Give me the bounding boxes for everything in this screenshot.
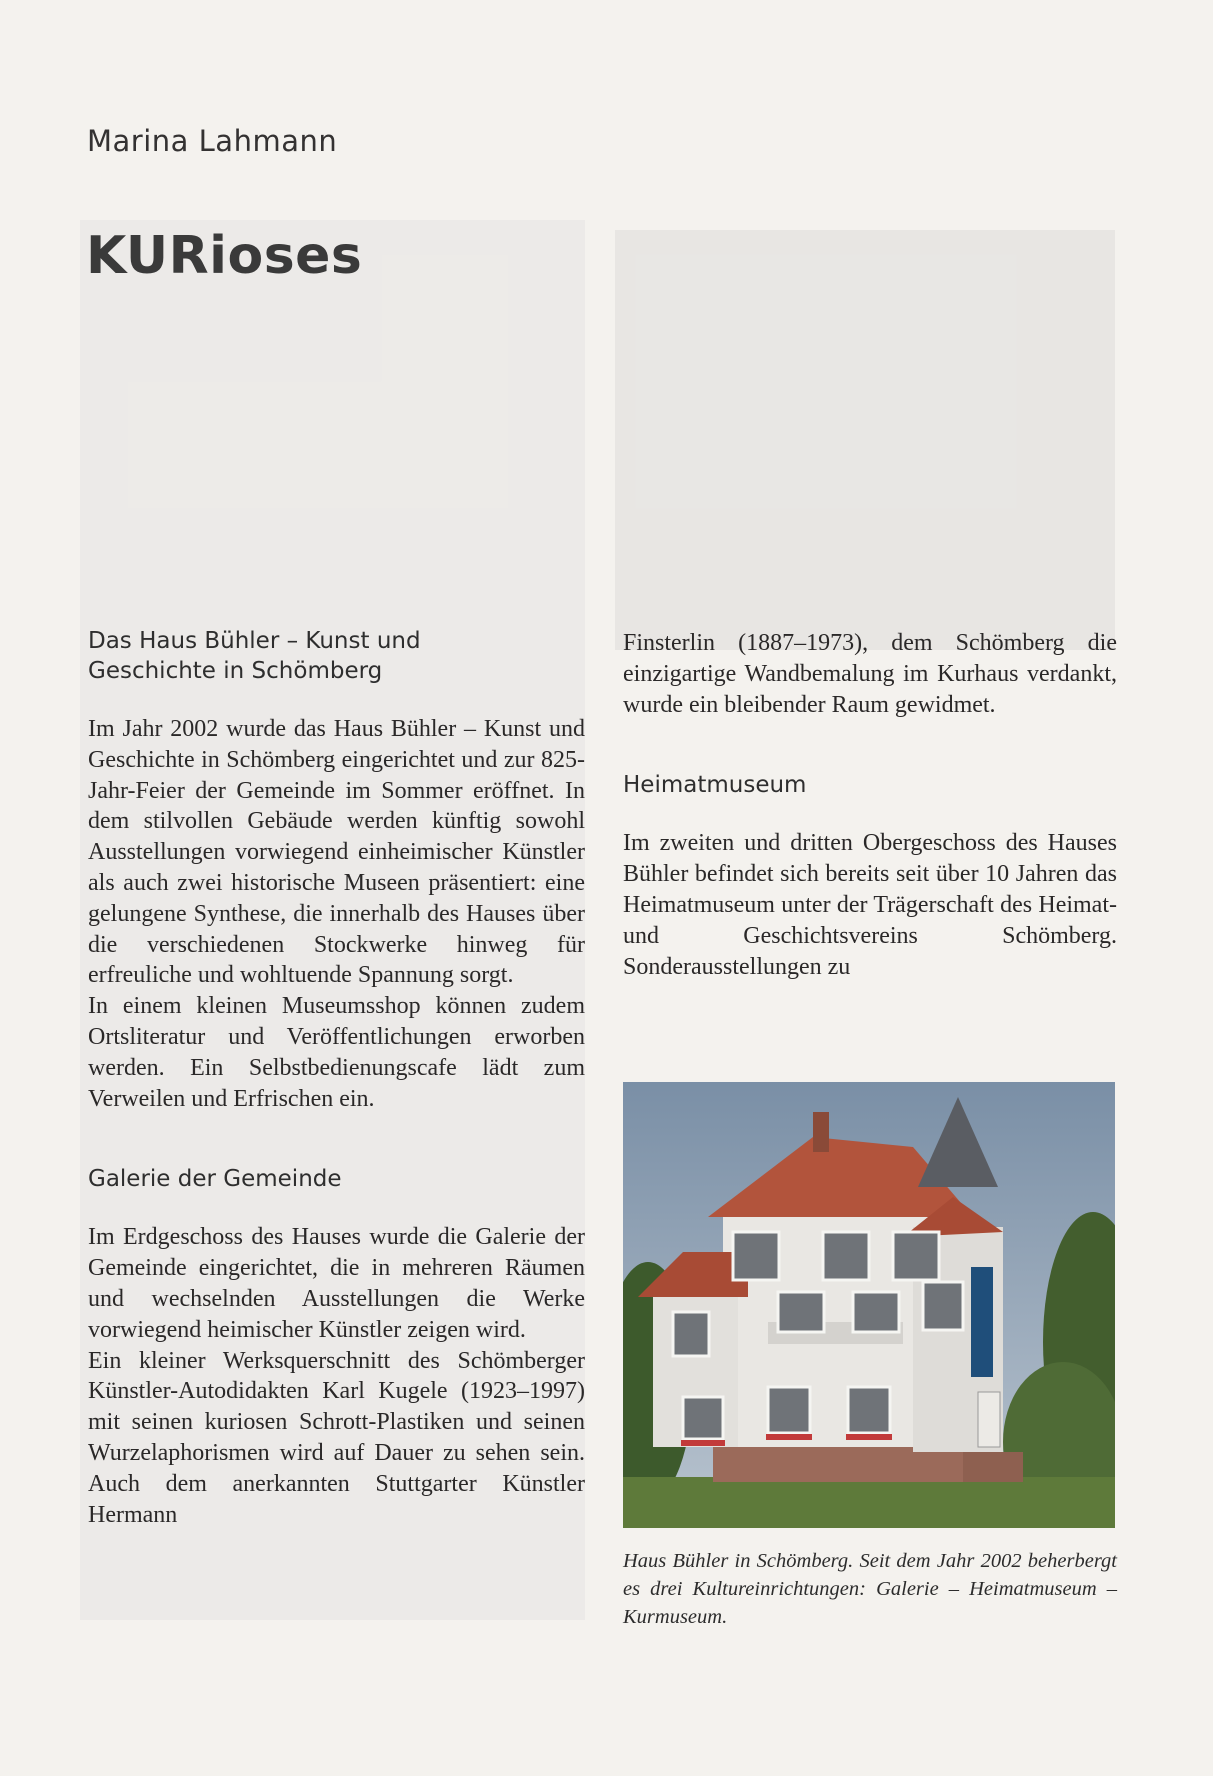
- paragraph: Im Jahr 2002 wurde das Haus Bühler – Kunst und Geschichte in Schömberg eingerichtet und zur 825-Jahr-Feier der Gemeinde im Sommer eröffnet. In dem stilvollen Gebäude werden künftig sowohl Ausstellungen vorwiegend einheimischer Künstler als auch zwei historische Museen präsentiert: eine gelungene Synthese, die innerhalb des Hauses über die verschiedenen Stockwerke hinweg für erfreuliche und wohltuende Spannung sorgt.: [88, 716, 585, 989]
- section-heading: [88, 626, 585, 686]
- section-heading: Heimatmuseum: [623, 772, 807, 799]
- heading-line: Das Haus Bühler – Kunst und: [88, 628, 421, 654]
- paragraph: Im Erdgeschoss des Hauses wurde die Galerie der Gemeinde eingerichtet, die in mehreren Räumen und wechselnden Ausstellungen die Werke vorwiegend heimischer Künstler zeigen wird.: [88, 1224, 585, 1343]
- show-through-shadow: [615, 230, 1115, 650]
- paragraph: Im zweiten und dritten Obergeschoss des Hauses Bühler befindet sich bereits seit über 10 Jahren das Heimatmuseum unter der Trägerschaft des Heimat- und Geschichtsvereins Schömberg. Sonderausstellungen zu: [623, 830, 1117, 980]
- right-column: [623, 628, 1117, 982]
- house-photo: [623, 1082, 1115, 1528]
- heading-line: Geschichte in Schömberg: [88, 658, 383, 684]
- author-name: Marina Lahmann: [87, 124, 338, 158]
- paragraph: Ein kleiner Werksquerschnitt des Schömberger Künstler-Autodidakten Karl Kugele (1923–1997) mit seinen kuriosen Schrott-Plastiken und seinen Wurzelaphorismen wird auf Dauer zu sehen sein. Auch dem anerkannten Stuttgarter Künstler Hermann: [88, 1347, 585, 1528]
- left-column: [88, 626, 585, 1530]
- article-title: KURioses: [86, 226, 363, 286]
- paragraph: Finsterlin (1887–1973), dem Schömberg die einzigartige Wandbemalung im Kurhaus verdankt, wurde ein bleibender Raum gewidmet.: [623, 630, 1117, 718]
- paragraph: In einem kleinen Museumsshop können zudem Ortsliteratur und Veröffentlichungen erworben werden. Ein Selbstbedienungscafe lädt zum Verweilen und Erfrischen ein.: [88, 993, 585, 1112]
- photo-caption: Haus Bühler in Schömberg. Seit dem Jahr 2002 beherbergt es drei Kultureinrichtungen: Galerie – Heimatmuseum – Kurmuseum.: [623, 1550, 1117, 1628]
- section-heading: Galerie der Gemeinde: [88, 1166, 342, 1193]
